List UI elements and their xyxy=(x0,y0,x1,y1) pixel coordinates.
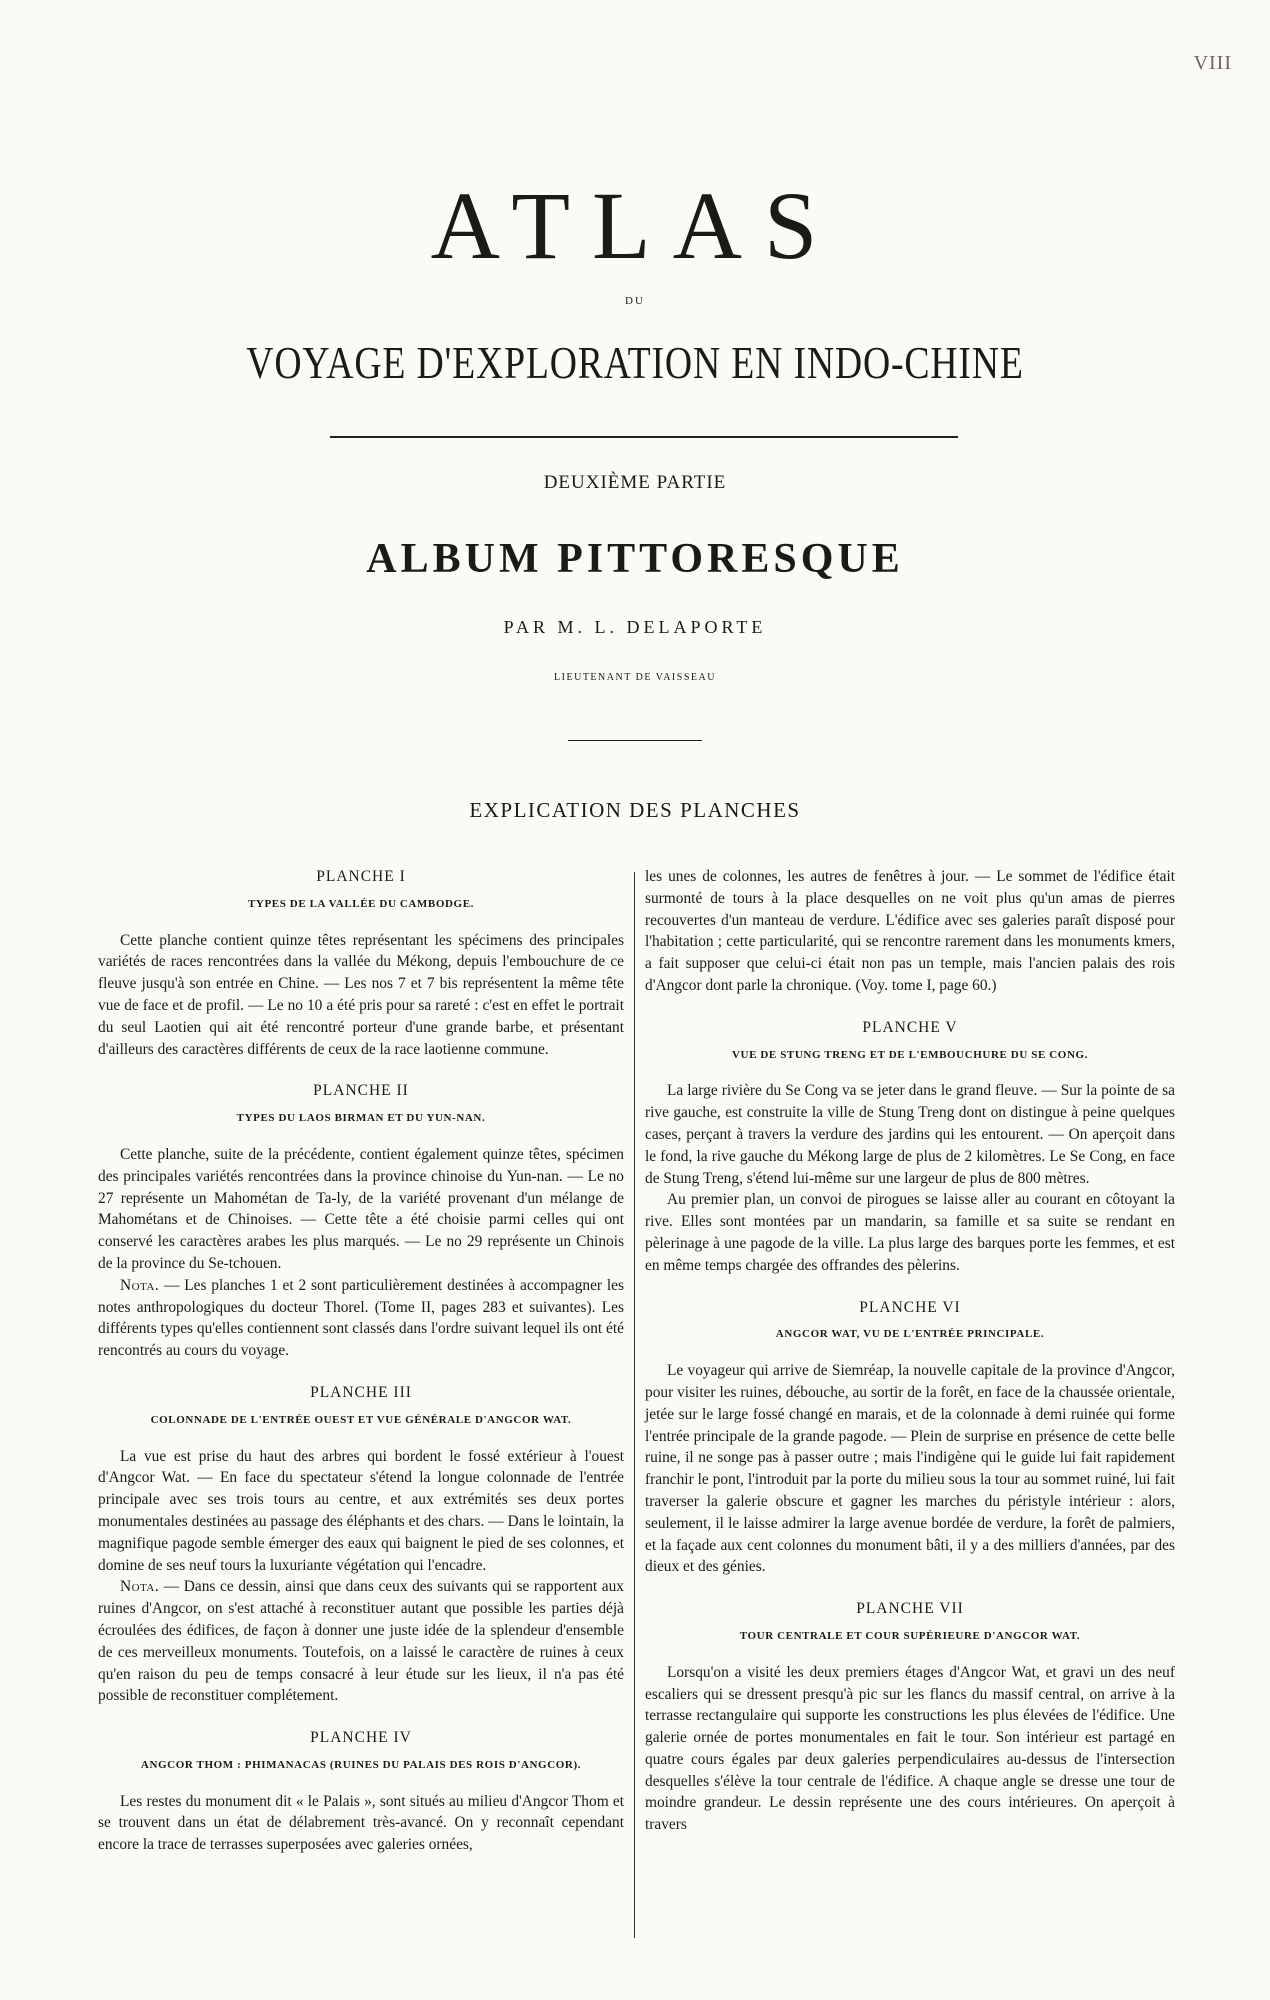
plate-5-heading: PLANCHE V xyxy=(862,1018,958,1036)
author-line: PAR M. L. DELAPORTE xyxy=(503,617,767,637)
plate-7-subtitle: TOUR CENTRALE ET COUR SUPÉRIEURE D'ANGCOR WAT. xyxy=(739,1629,1081,1642)
plate-6-text: Le voyageur qui arrive de Siemréap, la nouvelle capitale de la province d'Angcor, pour visiter les ruines, débouche, au sortir de la forêt, en face de la chaussée orientale, jetée sur le large fossé changé en marais, et de la colonnade à demi ruinée qui forme l'entrée principale de la grande pagode. — Plein de surprise en présence de cette belle ruine, il ne songe pas à passer outre ; mais l'indigène qui le guide lui fait rapidement franchir le pont, l'introduit par la porte du milieu sous la tour au sommet ruiné, lui fait traverser la galerie obscure et gagner les marches du péristyle intérieur : alors, seulement, il le laisse admirer la large avenue bordée de verdure, la forêt de palmiers, et la façade aux cent colonnes du monument bâti, il y a des milliers d'années, par des dieux et des génies. xyxy=(645,1362,1175,1576)
plate-4-heading: PLANCHE IV xyxy=(310,1729,412,1747)
plate-5-text-2: Au premier plan, un convoi de pirogues se laisse aller au courant en côtoyant la rive. Elles sont montées par un mandarin, sa famille et sa suite se rendant en pèlerinage à une pagode de la ville. La plus large des barques porte les femmes, et est en même temps chargée des offrandes des pèlerins. xyxy=(645,1191,1175,1274)
atlas-title: ATLAS xyxy=(430,172,840,279)
title-rule xyxy=(330,436,958,438)
plate-2-nota xyxy=(98,1275,624,1362)
plate-3-heading: PLANCHE III xyxy=(310,1383,412,1401)
nota-label: Nota. xyxy=(120,1578,160,1596)
plate-4-subtitle: ANGCOR THOM : PHIMANACAS (RUINES DU PALAIS DES ROIS D'ANGCOR). xyxy=(140,1758,582,1771)
plate-5-text: La large rivière du Se Cong va se jeter dans le grand fleuve. — Sur la pointe de sa rive gauche, est construite la ville de Stung Treng dont on distingue à peine quelques cases, perçant à travers la verdure des jardins qui les entourent. — On aperçoit dans le fond, la rive gauche du Mékong large de plus de 2 kilomètres. Le Se Cong, en face de Stung Treng, s'étend lui-même sur une largeur de plus de 800 mètres. xyxy=(645,1082,1175,1187)
author-rank: LIEUTENANT DE VAISSEAU xyxy=(554,672,716,683)
left-column xyxy=(98,866,624,1856)
right-column xyxy=(645,866,1175,1836)
section-title: EXPLICATION DES PLANCHES xyxy=(469,798,801,822)
plate-2-nota-text: — Les planches 1 et 2 sont particulièrement destinées à accompagner les notes anthropologiques du docteur Thorel. (Tome II, pages 283 et suivantes). Les différents types qu'elles contiennent sont classés dans l'ordre suivant lequel ils ont été rencontrés au cours du voyage. xyxy=(98,1276,624,1360)
plate-4-text: Les restes du monument dit « le Palais », sont situés au milieu d'Angcor Thom et se trouvent dans un état de délabrement très-avancé. On y reconnaît cependant encore la trace de terrasses superposées avec galeries ornées, xyxy=(98,1792,624,1854)
plate-2-heading: PLANCHE II xyxy=(313,1082,409,1100)
part-label: DEUXIÈME PARTIE xyxy=(543,472,727,493)
plate-4-continued: les unes de colonnes, les autres de fenêtres à jour. — Le sommet de l'édifice était surmonté de tours à la place desquelles on ne voit plus qu'un amas de pierres recouvertes d'un manteau de verdure. L'édifice avec ses galeries paraît disposé pour l'habitation ; cette particularité, qui se rencontre rarement dans les monuments kmers, a fait supposer que celui-ci était non pas un temple, mais l'ancien palais des rois d'Angcor dont parle la chronique. (Voy. tome I, page 60.) xyxy=(645,868,1175,994)
plate-2-subtitle: TYPES DU LAOS BIRMAN ET DU YUN-NAN. xyxy=(236,1112,486,1125)
plate-1-subtitle: TYPES DE LA VALLÉE DU CAMBODGE. xyxy=(247,897,474,910)
plate-6-subtitle: ANGCOR WAT, VU DE L'ENTRÉE PRINCIPALE. xyxy=(775,1328,1045,1341)
plate-3-nota-text: — Dans ce dessin, ainsi que dans ceux des suivants qui se rapportent aux ruines d'Angcor, on s'est attaché à reconstituer autant que possible les parties déjà écroulées des édifices, de façon à donner une juste idée de la splendeur d'ensemble de ces merveilleux monuments. Toutefois, on a laissé le caractère de ruines à ceux qu'en raison du peu de temps consacré à leur étude sur les lieux, il n'a pas été possible de reconstituer complétement. xyxy=(98,1578,624,1705)
plate-6-heading: PLANCHE VI xyxy=(859,1298,961,1316)
plate-7-heading: PLANCHE VII xyxy=(856,1600,964,1618)
nota-label: Nota. xyxy=(120,1276,160,1294)
album-title: ALBUM PITTORESQUE xyxy=(366,536,904,582)
plate-1-heading: PLANCHE I xyxy=(316,868,406,885)
du-label: DU xyxy=(625,295,645,307)
plate-3-text: La vue est prise du haut des arbres qui bordent le fossé extérieur à l'ouest d'Angcor Wat. — En face du spectateur s'étend la longue colonnade de l'entrée principale avec ses trois tours au centre, et aux extrémités ses deux portes monumentales destinées au passage des éléphants et des chars. — Dans le lointain, la magnifique pagode semble émerger des eaux qui baignent le pied de ses colonnes, et domine de ses neuf tours la luxuriante végétation qui l'encadre. xyxy=(98,1447,624,1574)
plate-1-text: Cette planche contient quinze têtes représentant les spécimens des principales variétés de races rencontrées dans la vallée du Mékong, depuis l'embouchure de ce fleuve jusqu'à son entrée en Chine. — Les nos 7 et 7 bis représentent la même tête vue de face et de profil. — Le no 10 a été pris pour sa rareté : c'est en effet le portrait du seul Laotien qui ait été rencontré porteur d'une grande barbe, et présentant d'ailleurs des caractères différents de ceux de la race laotienne commune. xyxy=(98,931,624,1058)
page-folio: VIII xyxy=(1193,52,1232,74)
plate-3-nota xyxy=(98,1576,624,1707)
column-divider xyxy=(634,872,635,1938)
plate-5-subtitle: VUE DE STUNG TRENG ET DE L'EMBOUCHURE DU SE CONG. xyxy=(732,1048,1088,1061)
plate-7-text: Lorsqu'on a visité les deux premiers étages d'Angcor Wat, et gravi un des neuf escaliers qui se dressent presqu'à pic sur les flancs du massif central, on arrive à la terrasse rectangulaire qui supporte les constructions les plus élevées de l'édifice. Une galerie ornée de portes monumentales en fait le tour. Son intérieur est partagé en quatre cours égales par deux galeries perpendiculaires au-dessus de l'intersection desquelles s'élève la tour centrale de l'édifice. A chaque angle se dresse une tour de moindre grandeur. Le dessin représente une des cours intérieures. On aperçoit à travers xyxy=(645,1663,1175,1834)
plate-2-text: Cette planche, suite de la précédente, contient également quinze têtes, spécimen des principales variétés rencontrées dans la province chinoise du Yun-nan. — Le no 27 représente un Mahométan de Ta-ly, de la variété provenant d'un mélange de Mahométans et de Chinoises. — Cette tête a été choisie parmi celles qui ont conservé les caractères arabes les plus marqués. — Le no 29 représente un Chinois de la province du Se-tchouen. xyxy=(98,1145,624,1272)
plate-3-subtitle: COLONNADE DE L'ENTRÉE OUEST ET VUE GÉNÉRALE D'ANGCOR WAT. xyxy=(150,1413,572,1426)
voyage-title: VOYAGE D'EXPLORATION EN INDO-CHINE xyxy=(246,337,1024,388)
short-rule xyxy=(568,740,702,741)
